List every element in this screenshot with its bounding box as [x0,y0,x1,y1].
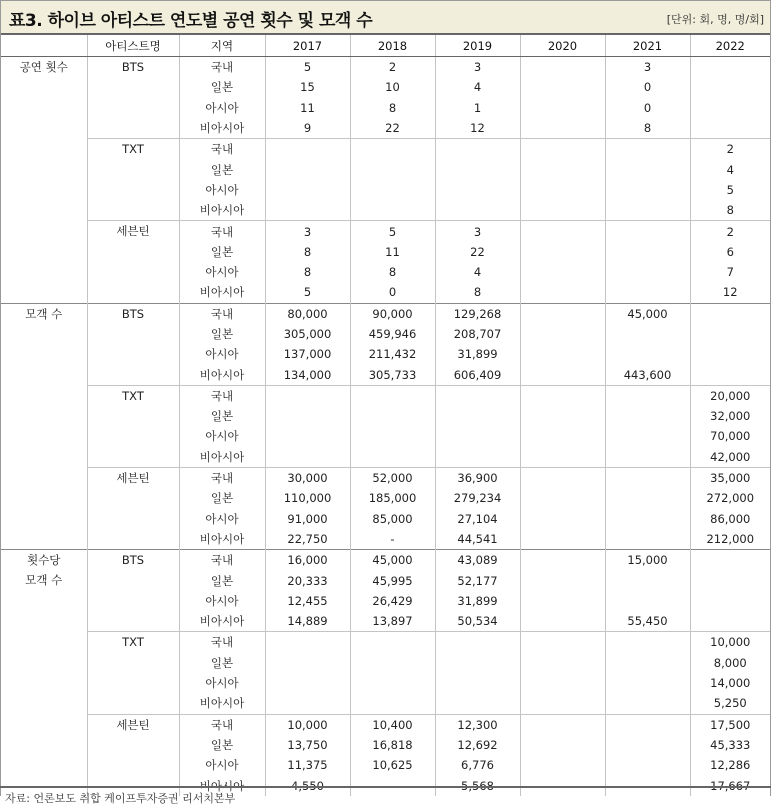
value-cell: 8 [435,282,520,303]
value-cell: 5 [265,57,350,78]
value-cell: 137,000 [265,344,350,364]
value-cell [605,139,690,160]
value-cell [520,673,605,693]
region-cell: 일본 [179,735,265,755]
value-cell: 129,268 [435,303,520,324]
value-cell: 212,000 [690,529,770,550]
table-body [1,57,770,796]
value-cell [520,221,605,242]
header-cell: 지역 [179,34,265,57]
value-cell: 22,750 [265,529,350,550]
value-cell: 5,568 [435,775,520,795]
value-cell [690,324,770,344]
value-cell: 26,429 [350,591,435,611]
value-cell [520,755,605,775]
table-row [1,632,770,653]
region-cell: 아시아 [179,591,265,611]
value-cell [605,447,690,468]
value-cell: 8 [605,118,690,139]
value-cell [605,755,690,775]
region-cell: 비아시아 [179,611,265,632]
value-cell: 0 [350,282,435,303]
value-cell: 2 [690,139,770,160]
value-cell: 80,000 [265,303,350,324]
value-cell [265,159,350,179]
value-cell: 14,000 [690,673,770,693]
value-cell [435,200,520,221]
value-cell [350,653,435,673]
value-cell: 10,000 [690,632,770,653]
region-cell: 국내 [179,221,265,242]
value-cell: 305,000 [265,324,350,344]
title-bar [0,0,771,33]
value-cell [520,98,605,118]
value-cell [520,447,605,468]
value-cell: 43,089 [435,550,520,571]
value-cell: 10 [350,77,435,97]
value-cell: 52,000 [350,467,435,488]
value-cell [435,406,520,426]
category-label: 모객 수 [25,306,63,321]
table-bottom-rule [0,786,771,788]
value-cell [435,159,520,179]
value-cell [605,200,690,221]
value-cell: 134,000 [265,364,350,385]
value-cell [520,139,605,160]
value-cell: 32,000 [690,406,770,426]
value-cell: 42,000 [690,447,770,468]
value-cell [520,77,605,97]
region-cell: 비아시아 [179,364,265,385]
value-cell: 5 [690,180,770,200]
category-cell [1,550,87,796]
value-cell [265,447,350,468]
value-cell [435,632,520,653]
value-cell: 3 [435,57,520,78]
value-cell [520,364,605,385]
value-cell [435,426,520,446]
value-cell: - [350,775,435,795]
value-cell: 5 [265,282,350,303]
value-cell [520,385,605,406]
value-cell [520,550,605,571]
value-cell [520,714,605,735]
value-cell [350,385,435,406]
value-cell [520,282,605,303]
value-cell [605,426,690,446]
value-cell [520,262,605,282]
value-cell: 2 [350,57,435,78]
value-cell: 11 [350,242,435,262]
value-cell: 606,409 [435,364,520,385]
value-cell: 17,500 [690,714,770,735]
region-cell: 비아시아 [179,529,265,550]
value-cell [350,447,435,468]
region-cell: 일본 [179,406,265,426]
value-cell: 3 [605,57,690,78]
value-cell [435,180,520,200]
header-row [1,34,770,57]
source-note: 자료: 언론보도 취합 케이프투자증권 리서치본부 [5,792,236,805]
value-cell [520,426,605,446]
value-cell: 12 [690,282,770,303]
value-cell [605,221,690,242]
value-cell [520,406,605,426]
value-cell [350,406,435,426]
value-cell: 0 [605,77,690,97]
artist-cell: 세븐틴 [87,467,179,549]
value-cell [520,570,605,590]
value-cell [520,509,605,529]
value-cell: 9 [265,118,350,139]
region-cell: 비아시아 [179,118,265,139]
table-row [1,550,770,571]
value-cell: 4 [435,262,520,282]
value-cell [350,426,435,446]
value-cell: 45,000 [605,303,690,324]
value-cell: 4 [435,77,520,97]
value-cell: 45,995 [350,570,435,590]
value-cell [690,303,770,324]
value-cell: 8 [690,200,770,221]
value-cell [265,632,350,653]
value-cell: 10,000 [265,714,350,735]
value-cell: 272,000 [690,488,770,508]
value-cell [690,550,770,571]
region-cell: 국내 [179,550,265,571]
value-cell [350,632,435,653]
region-cell: 일본 [179,653,265,673]
value-cell [605,262,690,282]
value-cell [605,632,690,653]
value-cell: 15 [265,77,350,97]
value-cell: 5,250 [690,693,770,714]
value-cell [520,242,605,262]
value-cell: 7 [690,262,770,282]
region-cell: 국내 [179,632,265,653]
category-cell [1,303,87,550]
value-cell: 12,455 [265,591,350,611]
artist-cell: BTS [87,303,179,385]
region-cell: 비아시아 [179,447,265,468]
value-cell [605,242,690,262]
value-cell: 211,432 [350,344,435,364]
value-cell [605,714,690,735]
value-cell [435,139,520,160]
value-cell [520,653,605,673]
value-cell: 11,375 [265,755,350,775]
value-cell: 30,000 [265,467,350,488]
region-cell: 일본 [179,242,265,262]
data-table [1,33,770,796]
value-cell: 22 [350,118,435,139]
region-cell: 아시아 [179,262,265,282]
value-cell [520,324,605,344]
value-cell [605,735,690,755]
value-cell [605,159,690,179]
value-cell [265,693,350,714]
artist-cell: BTS [87,550,179,632]
artist-cell: 세븐틴 [87,714,179,796]
value-cell [520,200,605,221]
value-cell: 8,000 [690,653,770,673]
region-cell: 국내 [179,139,265,160]
value-cell [690,344,770,364]
value-cell [520,303,605,324]
header-cell: 2019 [435,34,520,57]
value-cell: 16,000 [265,550,350,571]
value-cell [605,509,690,529]
value-cell: 20,000 [690,385,770,406]
header-cell: 2017 [265,34,350,57]
value-cell: 12,692 [435,735,520,755]
value-cell: 10,400 [350,714,435,735]
value-cell [350,200,435,221]
value-cell [435,673,520,693]
region-cell: 아시아 [179,509,265,529]
category-label: 공연 횟수 [19,60,68,74]
value-cell [265,406,350,426]
value-cell: 85,000 [350,509,435,529]
value-cell [690,118,770,139]
value-cell: 16,818 [350,735,435,755]
value-cell [605,591,690,611]
value-cell: 3 [435,221,520,242]
value-cell [605,488,690,508]
value-cell: 459,946 [350,324,435,344]
value-cell [435,693,520,714]
value-cell [605,180,690,200]
header-cell: 아티스트명 [87,34,179,57]
value-cell: 11 [265,98,350,118]
value-cell [435,385,520,406]
region-cell: 일본 [179,488,265,508]
value-cell [520,735,605,755]
region-cell: 국내 [179,57,265,78]
value-cell [435,653,520,673]
value-cell [520,467,605,488]
region-cell: 아시아 [179,98,265,118]
table-row [1,221,770,242]
table-row [1,303,770,324]
value-cell: 110,000 [265,488,350,508]
value-cell [350,159,435,179]
value-cell: 12,300 [435,714,520,735]
region-cell: 아시아 [179,673,265,693]
value-cell [350,139,435,160]
value-cell: 443,600 [605,364,690,385]
region-cell: 일본 [179,324,265,344]
value-cell: 70,000 [690,426,770,446]
value-cell [605,653,690,673]
value-cell: 0 [605,98,690,118]
category-label: 횟수당 모객 수 [25,553,63,588]
value-cell: 13,750 [265,735,350,755]
value-cell: 45,333 [690,735,770,755]
value-cell: 22 [435,242,520,262]
value-cell: 31,899 [435,591,520,611]
value-cell: 55,450 [605,611,690,632]
value-cell: 12 [435,118,520,139]
value-cell: 45,000 [350,550,435,571]
table-container [0,33,771,796]
value-cell [520,159,605,179]
value-cell [350,693,435,714]
region-cell: 비아시아 [179,200,265,221]
value-cell: 8 [350,98,435,118]
value-cell [690,98,770,118]
artist-cell: TXT [87,139,179,221]
table-row [1,467,770,488]
value-cell: 44,541 [435,529,520,550]
value-cell: 14,889 [265,611,350,632]
value-cell [605,282,690,303]
value-cell [265,653,350,673]
value-cell [265,200,350,221]
value-cell: 17,667 [690,775,770,795]
value-cell: 8 [265,262,350,282]
value-cell: 5 [350,221,435,242]
value-cell [520,180,605,200]
value-cell: 279,234 [435,488,520,508]
artist-cell: TXT [87,385,179,467]
value-cell [350,673,435,693]
value-cell: 6 [690,242,770,262]
table-row [1,139,770,160]
value-cell: 20,333 [265,570,350,590]
value-cell [605,529,690,550]
value-cell: 13,897 [350,611,435,632]
value-cell: 305,733 [350,364,435,385]
value-cell [520,529,605,550]
value-cell [520,632,605,653]
value-cell: 52,177 [435,570,520,590]
header-cell: 2020 [520,34,605,57]
value-cell [265,673,350,693]
value-cell [605,570,690,590]
value-cell [435,447,520,468]
artist-cell: 세븐틴 [87,221,179,303]
value-cell [605,324,690,344]
table-row [1,714,770,735]
value-cell [520,118,605,139]
region-cell: 비아시아 [179,693,265,714]
value-cell: 8 [350,262,435,282]
region-cell: 비아시아 [179,775,265,795]
value-cell: 86,000 [690,509,770,529]
region-cell: 국내 [179,714,265,735]
region-cell: 아시아 [179,180,265,200]
value-cell [350,180,435,200]
value-cell [605,344,690,364]
value-cell [520,344,605,364]
region-cell: 국내 [179,303,265,324]
value-cell [605,406,690,426]
value-cell [265,180,350,200]
value-cell [265,139,350,160]
value-cell: 27,104 [435,509,520,529]
value-cell [605,467,690,488]
value-cell: 208,707 [435,324,520,344]
region-cell: 국내 [179,385,265,406]
value-cell: 185,000 [350,488,435,508]
region-cell: 일본 [179,570,265,590]
value-cell: 6,776 [435,755,520,775]
value-cell: 8 [265,242,350,262]
header-cell: 2018 [350,34,435,57]
value-cell [520,488,605,508]
value-cell: 15,000 [605,550,690,571]
value-cell: 90,000 [350,303,435,324]
value-cell: 4 [690,159,770,179]
value-cell: 91,000 [265,509,350,529]
value-cell [690,57,770,78]
region-cell: 국내 [179,467,265,488]
value-cell: - [350,529,435,550]
value-cell [520,611,605,632]
category-cell [1,57,87,304]
value-cell [605,385,690,406]
value-cell [265,385,350,406]
artist-cell: TXT [87,632,179,714]
value-cell [690,570,770,590]
header-cell [1,34,87,57]
value-cell: 36,900 [435,467,520,488]
value-cell: 4,550 [265,775,350,795]
value-cell [605,693,690,714]
region-cell: 비아시아 [179,282,265,303]
table-row [1,57,770,78]
unit-label: [단위: 회, 명, 명/회] [666,13,764,26]
value-cell [265,426,350,446]
value-cell [690,77,770,97]
value-cell: 3 [265,221,350,242]
value-cell [690,364,770,385]
value-cell: 2 [690,221,770,242]
region-cell: 일본 [179,159,265,179]
region-cell: 아시아 [179,426,265,446]
value-cell [520,693,605,714]
value-cell: 50,534 [435,611,520,632]
artist-cell: BTS [87,57,179,139]
value-cell [690,591,770,611]
value-cell [605,673,690,693]
table-row [1,385,770,406]
value-cell [520,57,605,78]
value-cell: 12,286 [690,755,770,775]
table-title: 표3. 하이브 아티스트 연도별 공연 횟수 및 모객 수 [9,11,373,31]
value-cell: 35,000 [690,467,770,488]
header-cell: 2021 [605,34,690,57]
header-cell: 2022 [690,34,770,57]
region-cell: 일본 [179,77,265,97]
region-cell: 아시아 [179,755,265,775]
value-cell: 31,899 [435,344,520,364]
value-cell: 10,625 [350,755,435,775]
value-cell [690,611,770,632]
region-cell: 아시아 [179,344,265,364]
value-cell: 1 [435,98,520,118]
value-cell [520,591,605,611]
